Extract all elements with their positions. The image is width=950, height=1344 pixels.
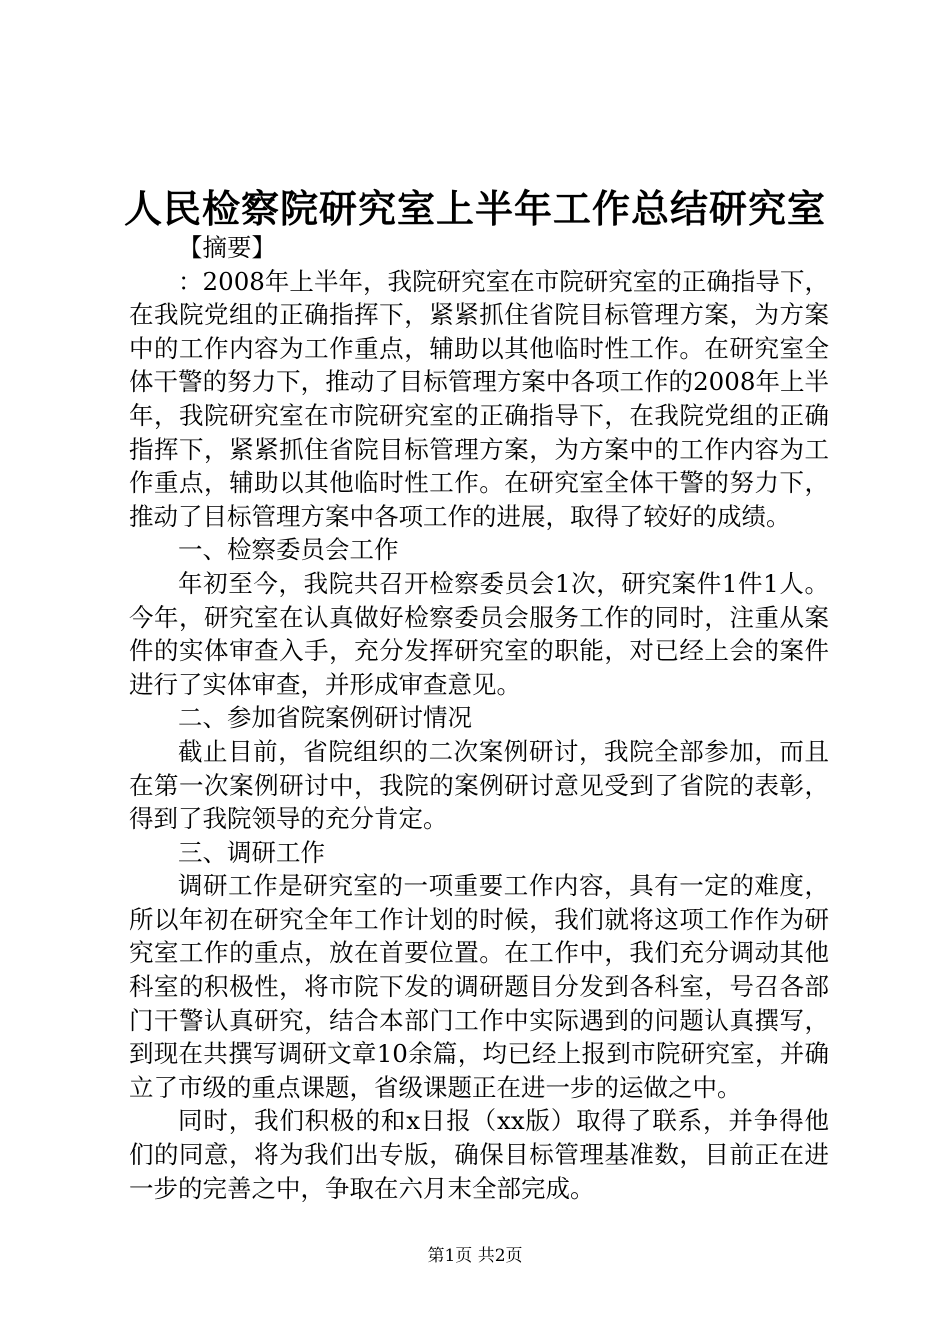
document-title: 人民检察院研究室上半年工作总结研究室 [123, 186, 826, 231]
page-footer: 第1页 共2页 [427, 1246, 523, 1266]
section-heading-2: 二、参加省院案例研讨情况 [178, 703, 472, 733]
section-heading-1: 一、检察委员会工作 [178, 535, 399, 565]
abstract-paragraph: ：2008年上半年，我院研究室在市院研究室的正确指导下，在我院党组的正确指挥下，紧紧抓住省院目标管理方案，为方案中的工作内容为工作重点，辅助以其他临时性工作。在研究室全体干警的努力下，推动了目标管理方案中各项工作的2008年上半年，我院研究室在市院研究室的正确指导下，在我院党组的正确指挥下，紧紧抓住省院目标管理方案，为方案中的工作内容为工作重点，辅助以其他临时性工作。在研究室全体干警的努力下，推动了目标管理方案中各项工作的进展，取得了较好的成绩。 [129, 266, 829, 531]
section-paragraph-2: 截止目前，省院组织的二次案例研讨，我院全部参加，而且在第一次案例研讨中，我院的案例研讨意见受到了省院的表彰，得到了我院领导的充分肯定。 [129, 736, 829, 834]
section-paragraph-1: 年初至今，我院共召开检察委员会1次，研究案件1件1人。今年，研究室在认真做好检察委员会服务工作的同时，注重从案件的实体审查入手，充分发挥研究室的职能，对已经上会的案件进行了实体审查，并形成审查意见。 [129, 568, 829, 699]
abstract-label: 【摘要】 [178, 233, 276, 262]
section-paragraph-3: 调研工作是研究室的一项重要工作内容，具有一定的难度，所以年初在研究全年工作计划的时候，我们就将这项工作作为研究室工作的重点，放在首要位置。在工作中，我们充分调动其他科室的积极性，将市院下发的调研题目分发到各科室，号召各部门干警认真研究，结合本部门工作中实际遇到的问题认真撰写，到现在共撰写调研文章10余篇，均已经上报到市院研究室，并确立了市级的重点课题，省级课题正在进一步的运做之中。 [129, 871, 829, 1102]
document-body [129, 231, 829, 1205]
section-paragraph-4: 同时，我们积极的和x日报（xx版）取得了联系，并争得他们的同意，将为我们出专版，确保目标管理基准数，目前正在进一步的完善之中，争取在六月末全部完成。 [129, 1106, 829, 1203]
section-heading-3: 三、调研工作 [178, 837, 325, 867]
